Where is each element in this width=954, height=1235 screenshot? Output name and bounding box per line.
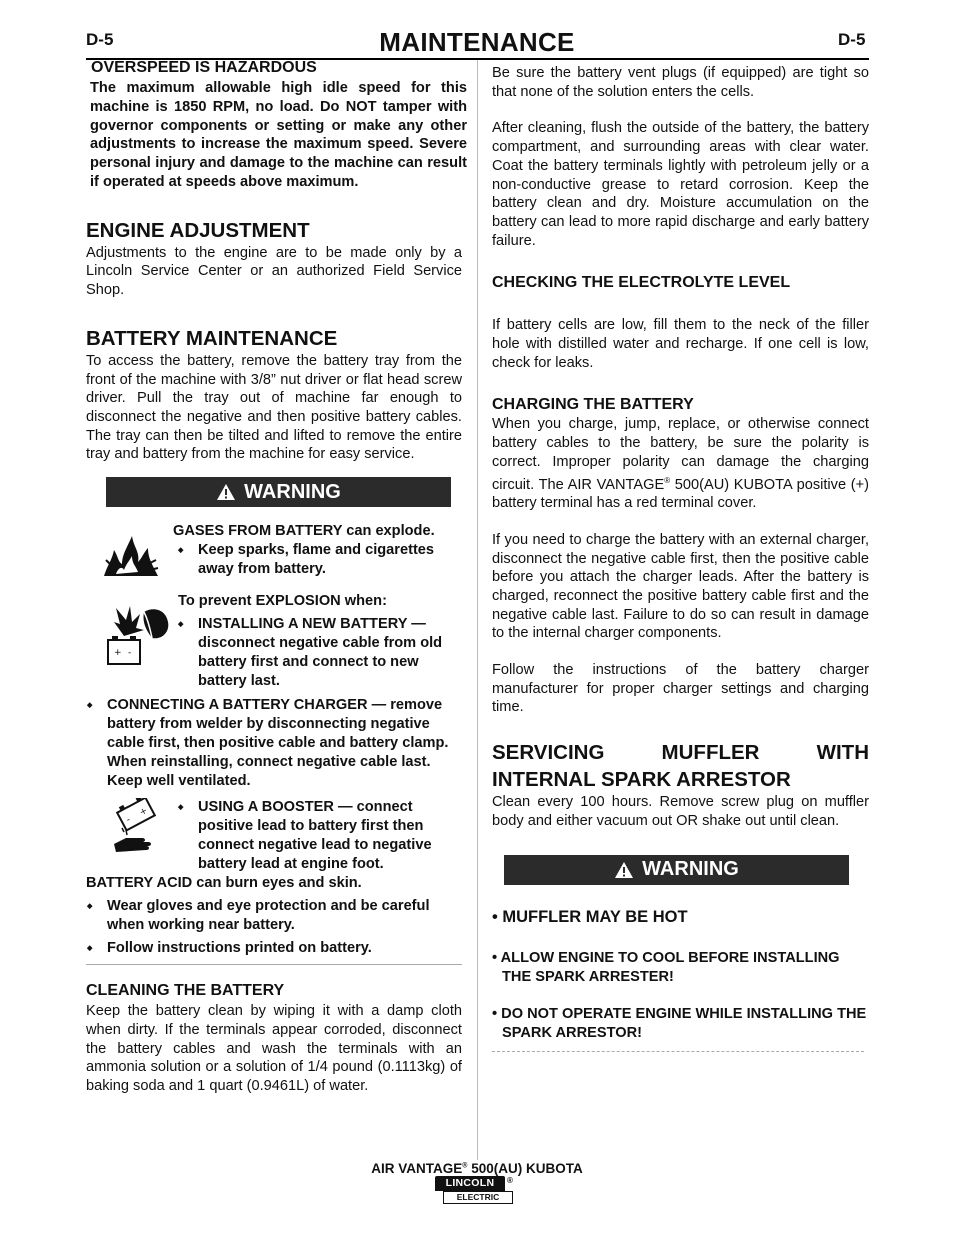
after-cleaning-text: After cleaning, flush the outside of the battery, the battery compartment, and surrounding areas with clear water. Coat the battery terminals lightly with petroleum jelly or a non-conductive grease to retard corrosion. Keep the battery clean and dry. Moisture accumulation on the battery can lead to more rapid discharge and early battery failure. xyxy=(492,120,869,249)
warning-bottom-rule xyxy=(86,964,462,965)
overspeed-heading: OVERSPEED IS HAZARDOUS xyxy=(91,59,317,76)
muffler-heading: SERVICING MUFFLER WITH INTERNAL SPARK ARRESTOR xyxy=(492,741,869,792)
acid-bullet-1: ◆ Wear gloves and eye protection and be careful when working near battery. xyxy=(86,897,462,935)
battery-warning-bar xyxy=(106,477,451,507)
lincoln-electric-logo xyxy=(435,1176,518,1206)
allow-cool-item: • ALLOW ENGINE TO COOL BEFORE INSTALLING THE SPARK ARRESTER! xyxy=(492,949,840,985)
muffler-hot-item: • MUFFLER MAY BE HOT xyxy=(492,907,688,926)
warning-label: WARNING xyxy=(642,858,739,881)
gases-heading: GASES FROM BATTERY can explode. xyxy=(173,523,435,540)
electrolyte-heading: CHECKING THE ELECTROLYTE LEVEL xyxy=(492,274,791,292)
warning-label: WARNING xyxy=(244,480,341,503)
footer-model-number: 500(AU) KUBOTA xyxy=(467,1161,583,1176)
prevent-heading: To prevent EXPLOSION when: xyxy=(178,593,387,610)
prevent-bullet-2: ◆ CONNECTING A BATTERY CHARGER — remove battery from welder by disconnecting negative cable first, then positive cable and battery clamp. When reinstalling, connect negative cable last. Keep well ventilated. xyxy=(86,696,462,791)
do-not-operate-item: • DO NOT OPERATE ENGINE WHILE INSTALLING THE SPARK ARRESTOR! xyxy=(492,1005,867,1041)
charging-text xyxy=(492,415,869,512)
column-divider xyxy=(477,60,478,1160)
footer-registered-mark: ® xyxy=(462,1162,468,1170)
follow-instructions-text: Follow the instructions of the battery charger manufacturer for proper charger settings and charging time. xyxy=(492,662,869,716)
right-column xyxy=(492,64,869,1052)
warning-triangle-icon xyxy=(614,861,634,879)
flame-icon xyxy=(102,534,160,578)
warning-triangle-icon xyxy=(216,483,236,501)
overspeed-text: The maximum allowable high idle speed for this machine is 1850 RPM, no load. Do NOT tamper with governor components or setting or make any other adjustments to increase the maximum speed. Severe personal injury and damage to the machine can result if operated at speeds above maximum. xyxy=(90,80,467,190)
svg-text:+: + xyxy=(114,648,122,659)
prevent-block xyxy=(86,592,462,696)
svg-text:+: + xyxy=(138,806,150,819)
vent-plugs-text: Be sure the battery vent plugs (if equipped) are tight so that none of the solution enters the cells. xyxy=(492,65,869,100)
acid-heading: BATTERY ACID can burn eyes and skin. xyxy=(86,875,362,892)
svg-text:-: - xyxy=(124,815,133,826)
charging-text-part-1: When you charge, jump, replace, or otherwise connect battery cables to the battery, be sure the polarity is correct. Improper polarity can damage the charging circuit. The AIR VANTAGE xyxy=(492,416,869,493)
footer-model xyxy=(0,1161,954,1176)
external-charger-text: If you need to charge the battery with an external charger, disconnect the negative cable first, then the positive cable before you attach the charger leads. After the battery is charged, reconnect the positive battery cable first and the negative cable last. Failure to do so can result in damage to the internal charger components. xyxy=(492,531,869,642)
electrolyte-text: If battery cells are low, fill them to the neck of the filler hole with distilled water and recharge. If one cell is low, check for leaks. xyxy=(492,317,869,371)
cleaning-text: Keep the battery clean by wiping it with a damp cloth when dirty. If the terminals appear corroded, disconnect the battery cables and wash the terminals with an ammonia solution or a solution of 1/4 pound (0.1113kg) of baking soda and 1 quart (0.9461L) of water. xyxy=(86,1003,462,1094)
logo-electric: ELECTRIC xyxy=(443,1191,513,1204)
prevent-bullet-1: ◆ INSTALLING A NEW BATTERY — disconnect negative cable from old battery first and connect to new battery last. xyxy=(177,615,462,691)
charging-heading: CHARGING THE BATTERY xyxy=(492,396,694,414)
engine-adjustment-heading: ENGINE ADJUSTMENT xyxy=(86,218,310,242)
charging-text-part-2: 500(AU) KUBOTA positive (+) battery terminal has a red terminal cover. xyxy=(492,476,869,512)
warning-bottom-rule xyxy=(492,1051,864,1052)
page-number-left: D-5 xyxy=(86,30,114,49)
svg-text:-: - xyxy=(128,648,132,659)
battery-maintenance-heading: BATTERY MAINTENANCE xyxy=(86,326,338,350)
muffler-warning-bar xyxy=(504,855,849,885)
cleaning-heading: CLEANING THE BATTERY xyxy=(86,982,285,1000)
battery-explosion-icon xyxy=(104,600,172,668)
battery-maintenance-text: To access the battery, remove the battery tray from the front of the machine with 3/8” nut driver or flat head screw driver. Pull the tray out of machine far enough to disconnect the negative and then positive battery cables. The tray can then be tilted and lifted to remove the entire tray and battery from the machine for easy service. xyxy=(86,352,462,463)
gases-block xyxy=(86,522,462,592)
gases-bullet: ◆ Keep sparks, flame and cigarettes away from battery. xyxy=(177,541,462,579)
registered-mark: ® xyxy=(664,475,671,485)
page-number-right: D-5 xyxy=(838,30,866,49)
logo-registered-mark: ® xyxy=(507,1176,513,1185)
acid-bullet-2: ◆ Follow instructions printed on battery. xyxy=(86,939,462,958)
muffler-text: Clean every 100 hours. Remove screw plug on muffler body and either vacuum out OR shake out until clean. xyxy=(492,794,869,829)
left-column xyxy=(86,58,467,1096)
footer-model-name: AIR VANTAGE xyxy=(371,1161,463,1176)
booster-block xyxy=(86,798,462,874)
engine-adjustment-text: Adjustments to the engine are to be made only by a Lincoln Service Center or an authorized Field Service Shop. xyxy=(86,244,462,299)
page-title: MAINTENANCE xyxy=(379,27,575,57)
battery-acid-hand-icon xyxy=(112,798,160,856)
logo-lincoln: LINCOLN xyxy=(435,1176,505,1191)
prevent-bullet-3: ◆ USING A BOOSTER — connect positive lead to battery first then connect negative lead to negative battery lead at engine foot. xyxy=(177,798,462,874)
